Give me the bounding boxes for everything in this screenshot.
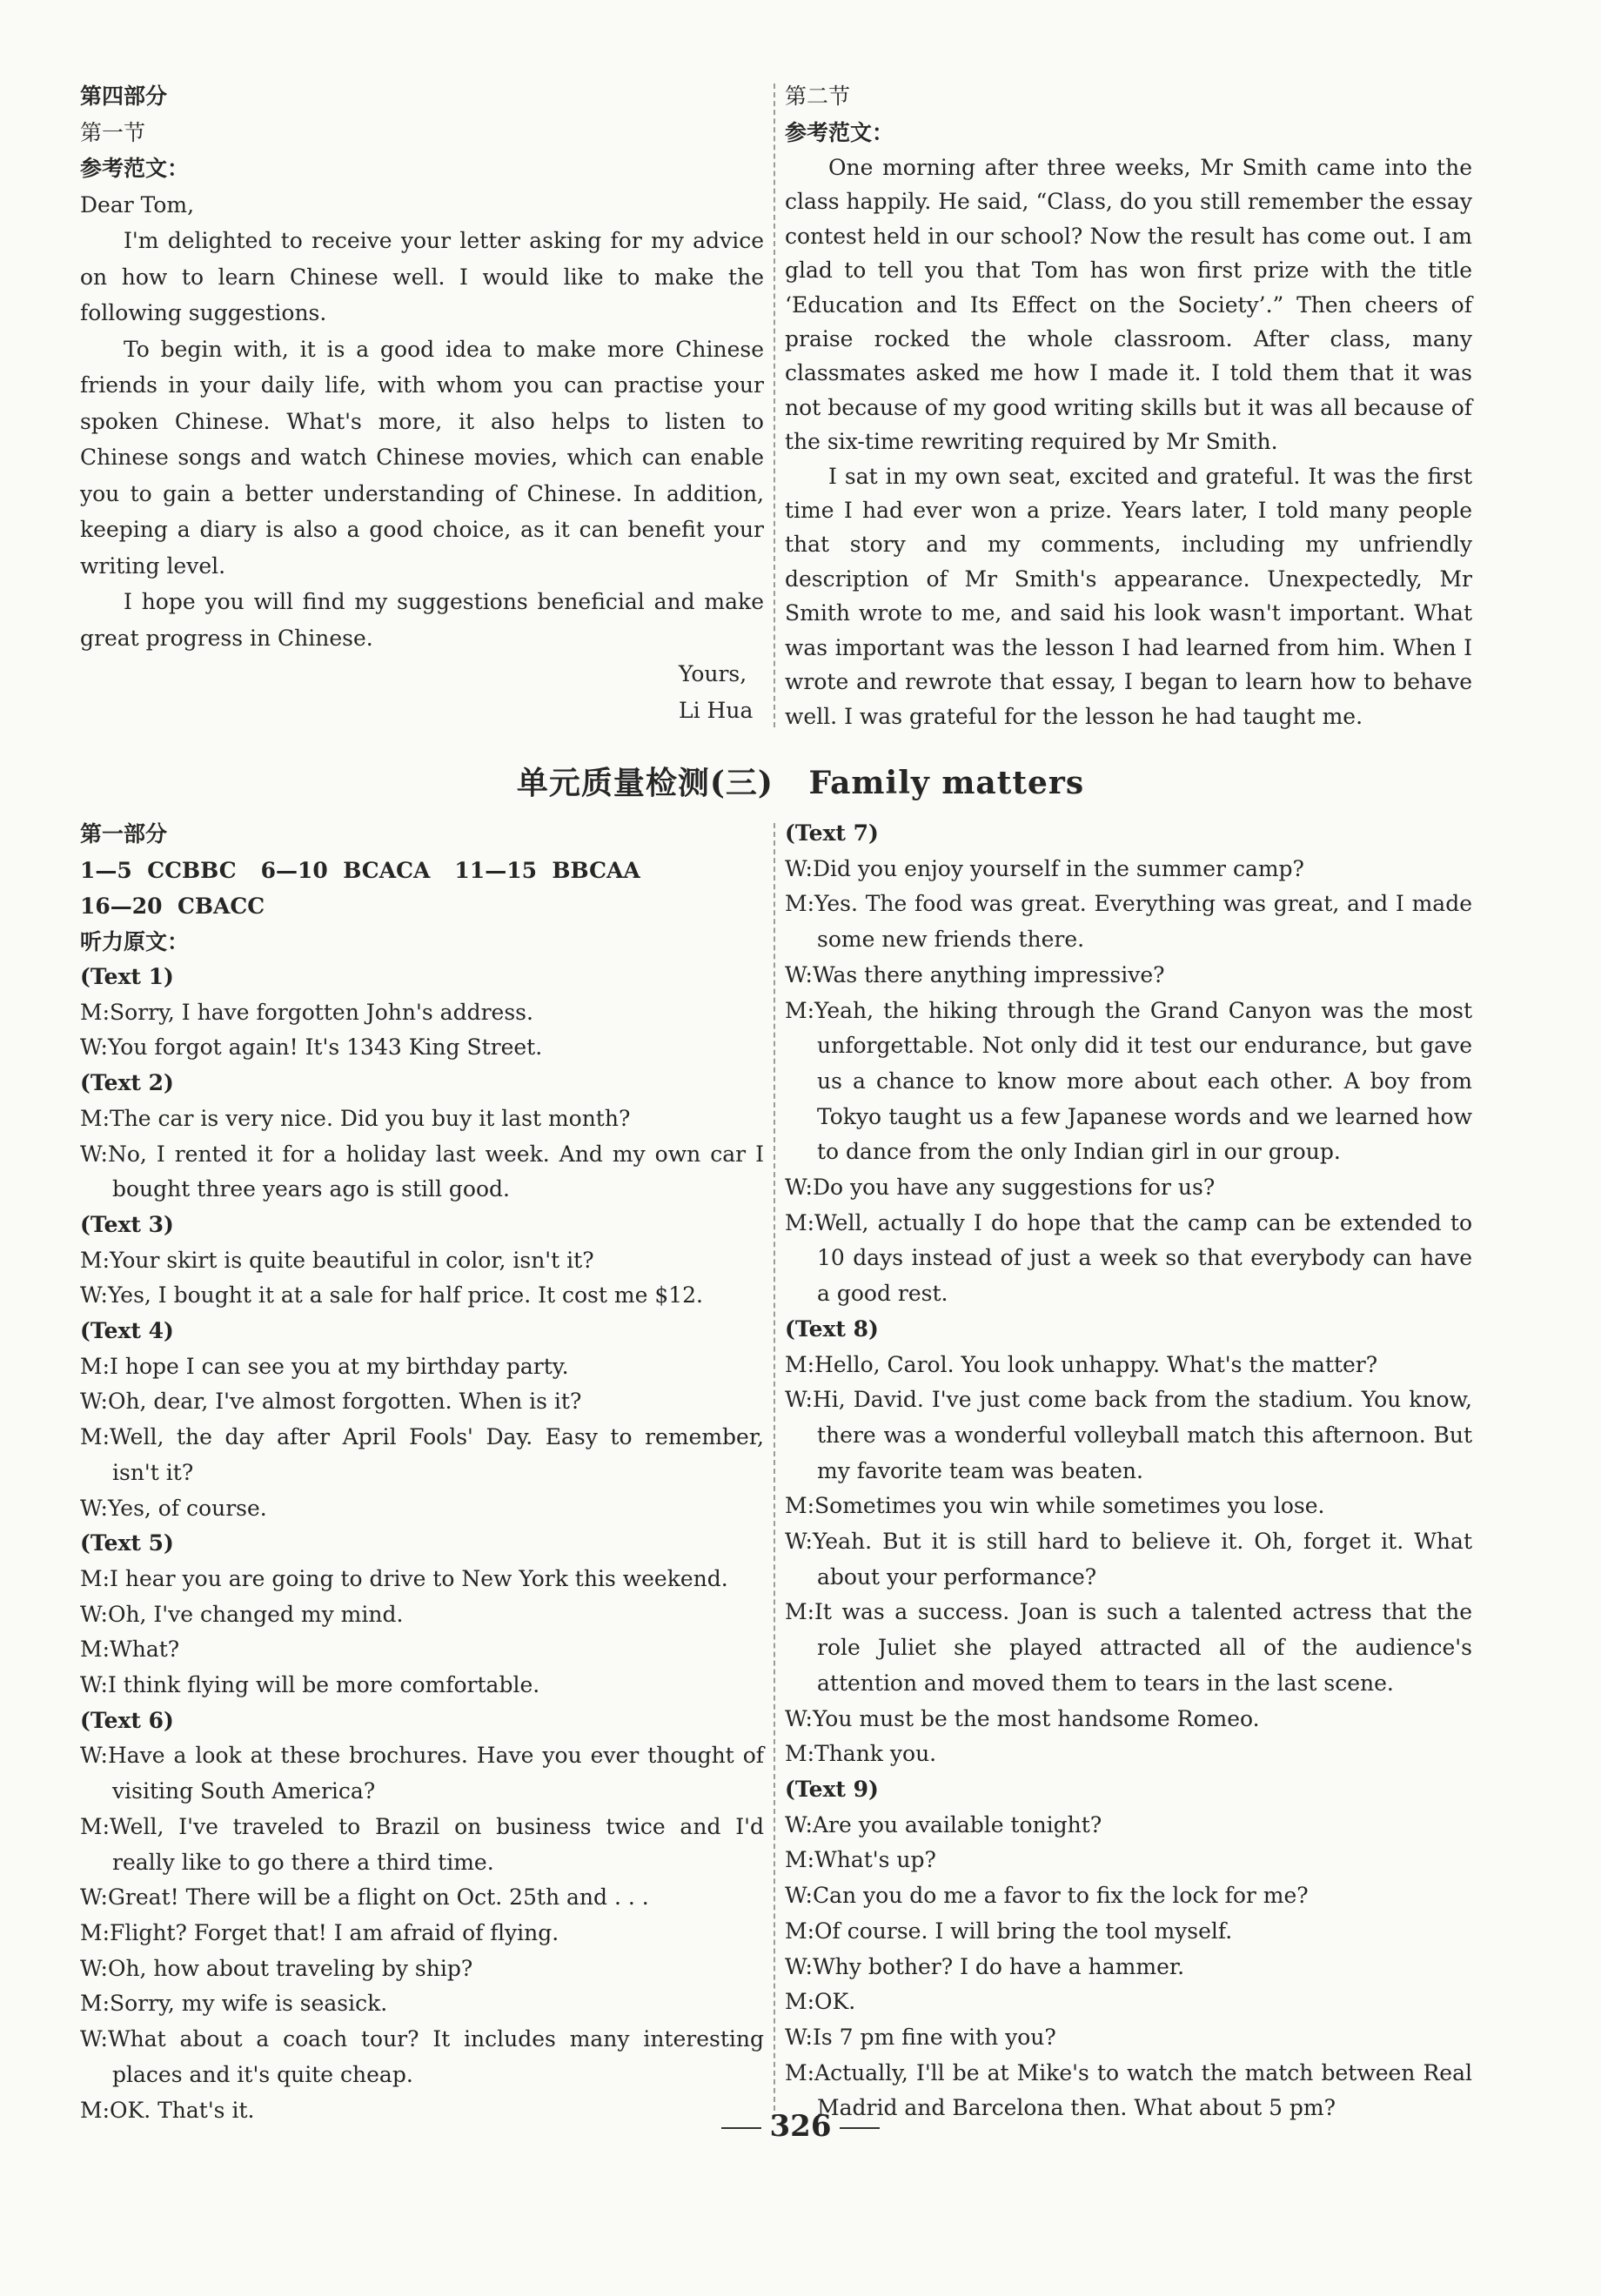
sample-label: 参考范文： <box>80 156 190 181</box>
dialogue-line: W:Can you do me a favor to fix the lock for me? <box>785 1883 1309 1909</box>
dialogue-line: W:Is 7 pm fine with you? <box>785 2024 1056 2050</box>
signature: Li Hua <box>679 697 754 723</box>
dialogue-line: M:Well, actually I do hope that the camp can be extended to 10 days instead of just a week so that everybody can have a good rest. <box>785 1209 1472 1307</box>
dialogue-line: W:Yeah. But it is still hard to believe it. Oh, forget it. What about your performance? <box>785 1529 1472 1590</box>
dialogue-line: M:Yes. The food was great. Everything was great, and I made some new friends there. <box>785 891 1472 953</box>
dialogue-line: M:Flight? Forget that! I am afraid of flying. <box>80 1919 559 1945</box>
essay-paragraph: To begin with, it is a good idea to make more Chinese friends in your daily life, with whom you can practise your spoken Chinese. What's more, it also helps to listen to Chinese songs and watch Chinese movies, which can enable you to gain a better understanding of Chinese. In addition, keeping a diary is also a good choice, as it can benefit your writing level. <box>80 336 764 579</box>
text-heading: (Text 3) <box>80 1211 174 1237</box>
answer-group: 11—15 BBCAA <box>454 857 640 883</box>
dialogue-line: M:OK. <box>785 1989 856 2015</box>
dialogue-line: W:Great! There will be a flight on Oct. 25th and . . . <box>80 1884 649 1911</box>
dialogue-line: M:Of course. I will bring the tool myself. <box>785 1918 1233 1944</box>
salutation: Dear Tom, <box>80 191 195 218</box>
section-heading: 第一部分 <box>80 821 168 847</box>
transcript-right <box>785 816 1472 2126</box>
transcript-label: 听力原文： <box>80 928 190 954</box>
dialogue-line: W:What about a coach tour? It includes many interesting places and it's quite cheap. <box>80 2026 764 2087</box>
dialogue-line: W:Why bother? I do have a hammer. <box>785 1953 1185 1979</box>
dialogue-line: M:The car is very nice. Did you buy it last month? <box>80 1105 631 1131</box>
dialogue-line: W:Yes, I bought it at a sale for half price. It cost me $12. <box>80 1282 703 1309</box>
essay-paragraph: One morning after three weeks, Mr Smith came into the class happily. He said, “Class, do you still remember the essay contest held in our school? Now the result has come out. I am glad to tell you that Tom has won first prize with the title ‘Education and Its Effect on the Society’.” Then cheers of praise rocked the whole classroom. After class, many classmates asked me how I made it. I told them that it was not because of my good writing skills but it was all because of the six-time rewriting required by Mr Smith. <box>785 155 1472 455</box>
text-heading: (Text 8) <box>785 1315 879 1342</box>
text-heading: (Text 1) <box>80 964 174 989</box>
page-number <box>0 2109 1601 2144</box>
dialogue-line: W:Do you have any suggestions for us? <box>785 1175 1216 1201</box>
dialogue-list <box>80 960 764 2128</box>
essay-paragraph: I'm delighted to receive your letter asking for my advice on how to learn Chinese well. I would like to make the following suggestions. <box>80 228 764 325</box>
dialogue-line: M:Actually, I'll be at Mike's to watch the match between Real Madrid and Barcelona then. What about 5 pm? <box>785 2059 1472 2121</box>
section-heading: 第四部分 <box>80 84 168 109</box>
subsection-heading: 第一节 <box>80 119 146 145</box>
dialogue-line: M:What? <box>80 1637 180 1663</box>
dialogue-line: W:Oh, I've changed my mind. <box>80 1601 404 1627</box>
closing: Yours, <box>679 661 747 686</box>
essay-paragraph: I sat in my own seat, excited and grateful. It was the first time I had ever won a prize. Years later, I told many people that story and my comments, including my unfriendly description of Mr Smith's appearance. Unexpectedly, Mr Smith wrote to me, and said his look wasn't important. What was important was the lesson I had learned from him. When I wrote and rewrote that essay, I began to learn how to behave well. I was grateful for the lesson he had taught me. <box>785 463 1472 729</box>
answers-and-transcript-left <box>80 816 764 2128</box>
answer-row <box>80 888 764 924</box>
dialogue-line: W:No, I rented it for a holiday last week. And my own car I bought three years ago is still good. <box>80 1141 764 1202</box>
dialogue-line: W:Oh, how about traveling by ship? <box>80 1955 473 1981</box>
dialogue-line: M:Hello, Carol. You look unhappy. What's the matter? <box>785 1351 1378 1377</box>
dialogue-line: M:I hear you are going to drive to New York this weekend. <box>80 1565 728 1591</box>
dialogue-line: M:Yeah, the hiking through the Grand Canyon was the most unforgettable. Not only did it test our endurance, but gave us a chance to know more about each other. A boy from Tokyo taught us a few Japanese words and we learned how to dance from the only Indian girl in our group. <box>785 997 1472 1165</box>
text-heading: (Text 7) <box>785 820 879 846</box>
dialogue-line: W:Are you available tonight? <box>785 1811 1102 1837</box>
dialogue-line: W:Did you enjoy yourself in the summer camp? <box>785 855 1304 881</box>
dialogue-list <box>785 816 1472 2126</box>
column-divider <box>774 84 775 727</box>
text-heading: (Text 4) <box>80 1318 174 1344</box>
essay-1 <box>80 78 764 728</box>
dialogue-line: M:Sometimes you win while sometimes you lose. <box>785 1493 1325 1519</box>
answer-row <box>80 853 764 888</box>
dialogue-line: M:Well, the day after April Fools' Day. Easy to remember, isn't it? <box>80 1424 764 1485</box>
dialogue-line: W:Was there anything impressive? <box>785 961 1165 987</box>
dialogue-line: M:Sorry, I have forgotten John's address. <box>80 999 533 1025</box>
dialogue-line: M:What's up? <box>785 1847 936 1873</box>
subsection-heading: 第二节 <box>785 84 851 109</box>
dialogue-line: M:I hope I can see you at my birthday party. <box>80 1353 569 1379</box>
answer-group: 16—20 CBACC <box>80 893 265 919</box>
dialogue-line: M:Your skirt is quite beautiful in color, isn't it? <box>80 1247 594 1273</box>
text-heading: (Text 6) <box>80 1707 174 1733</box>
sample-label: 参考范文： <box>785 119 894 145</box>
answer-group: 6—10 BCACA <box>260 857 431 883</box>
dialogue-line: M:OK. That's it. <box>80 2097 255 2123</box>
dialogue-line: W:Oh, dear, I've almost forgotten. When is it? <box>80 1389 582 1415</box>
unit-title: 单元质量检测(三) Family matters <box>516 765 1085 801</box>
dialogue-line: W:Have a look at these brochures. Have you ever thought of visiting South America? <box>80 1743 764 1804</box>
essay-paragraph: I hope you will find my suggestions beneficial and make great progress in Chinese. <box>80 589 764 651</box>
dialogue-line: W:Hi, David. I've just come back from the stadium. You know, there was a wonderful volleyball match this afternoon. But my favorite team was beaten. <box>785 1387 1472 1483</box>
text-heading: (Text 2) <box>80 1070 174 1096</box>
dialogue-line: M:Well, I've traveled to Brazil on business twice and I'd really like to go there a third time. <box>80 1813 764 1875</box>
dialogue-line: M:It was a success. Joan is such a talented actress that the role Juliet she played attracted all of the audience's attention and moved them to tears in the last scene. <box>785 1599 1472 1696</box>
dialogue-line: M:Sorry, my wife is seasick. <box>80 1991 388 2017</box>
dialogue-line: W:You must be the most handsome Romeo. <box>785 1705 1260 1731</box>
column-divider <box>774 823 775 2119</box>
dialogue-line: W:Yes, of course. <box>80 1495 267 1521</box>
dialogue-line: M:Thank you. <box>785 1741 937 1767</box>
text-heading: (Text 5) <box>80 1530 174 1556</box>
dialogue-line: W:I think flying will be more comfortable. <box>80 1672 540 1698</box>
answer-group: 1—5 CCBBC <box>80 857 237 883</box>
text-heading: (Text 9) <box>785 1776 879 1802</box>
essay-2 <box>785 78 1472 733</box>
page-number-text: 326 <box>769 2109 832 2144</box>
dialogue-line: W:You forgot again! It's 1343 King Street. <box>80 1034 543 1061</box>
